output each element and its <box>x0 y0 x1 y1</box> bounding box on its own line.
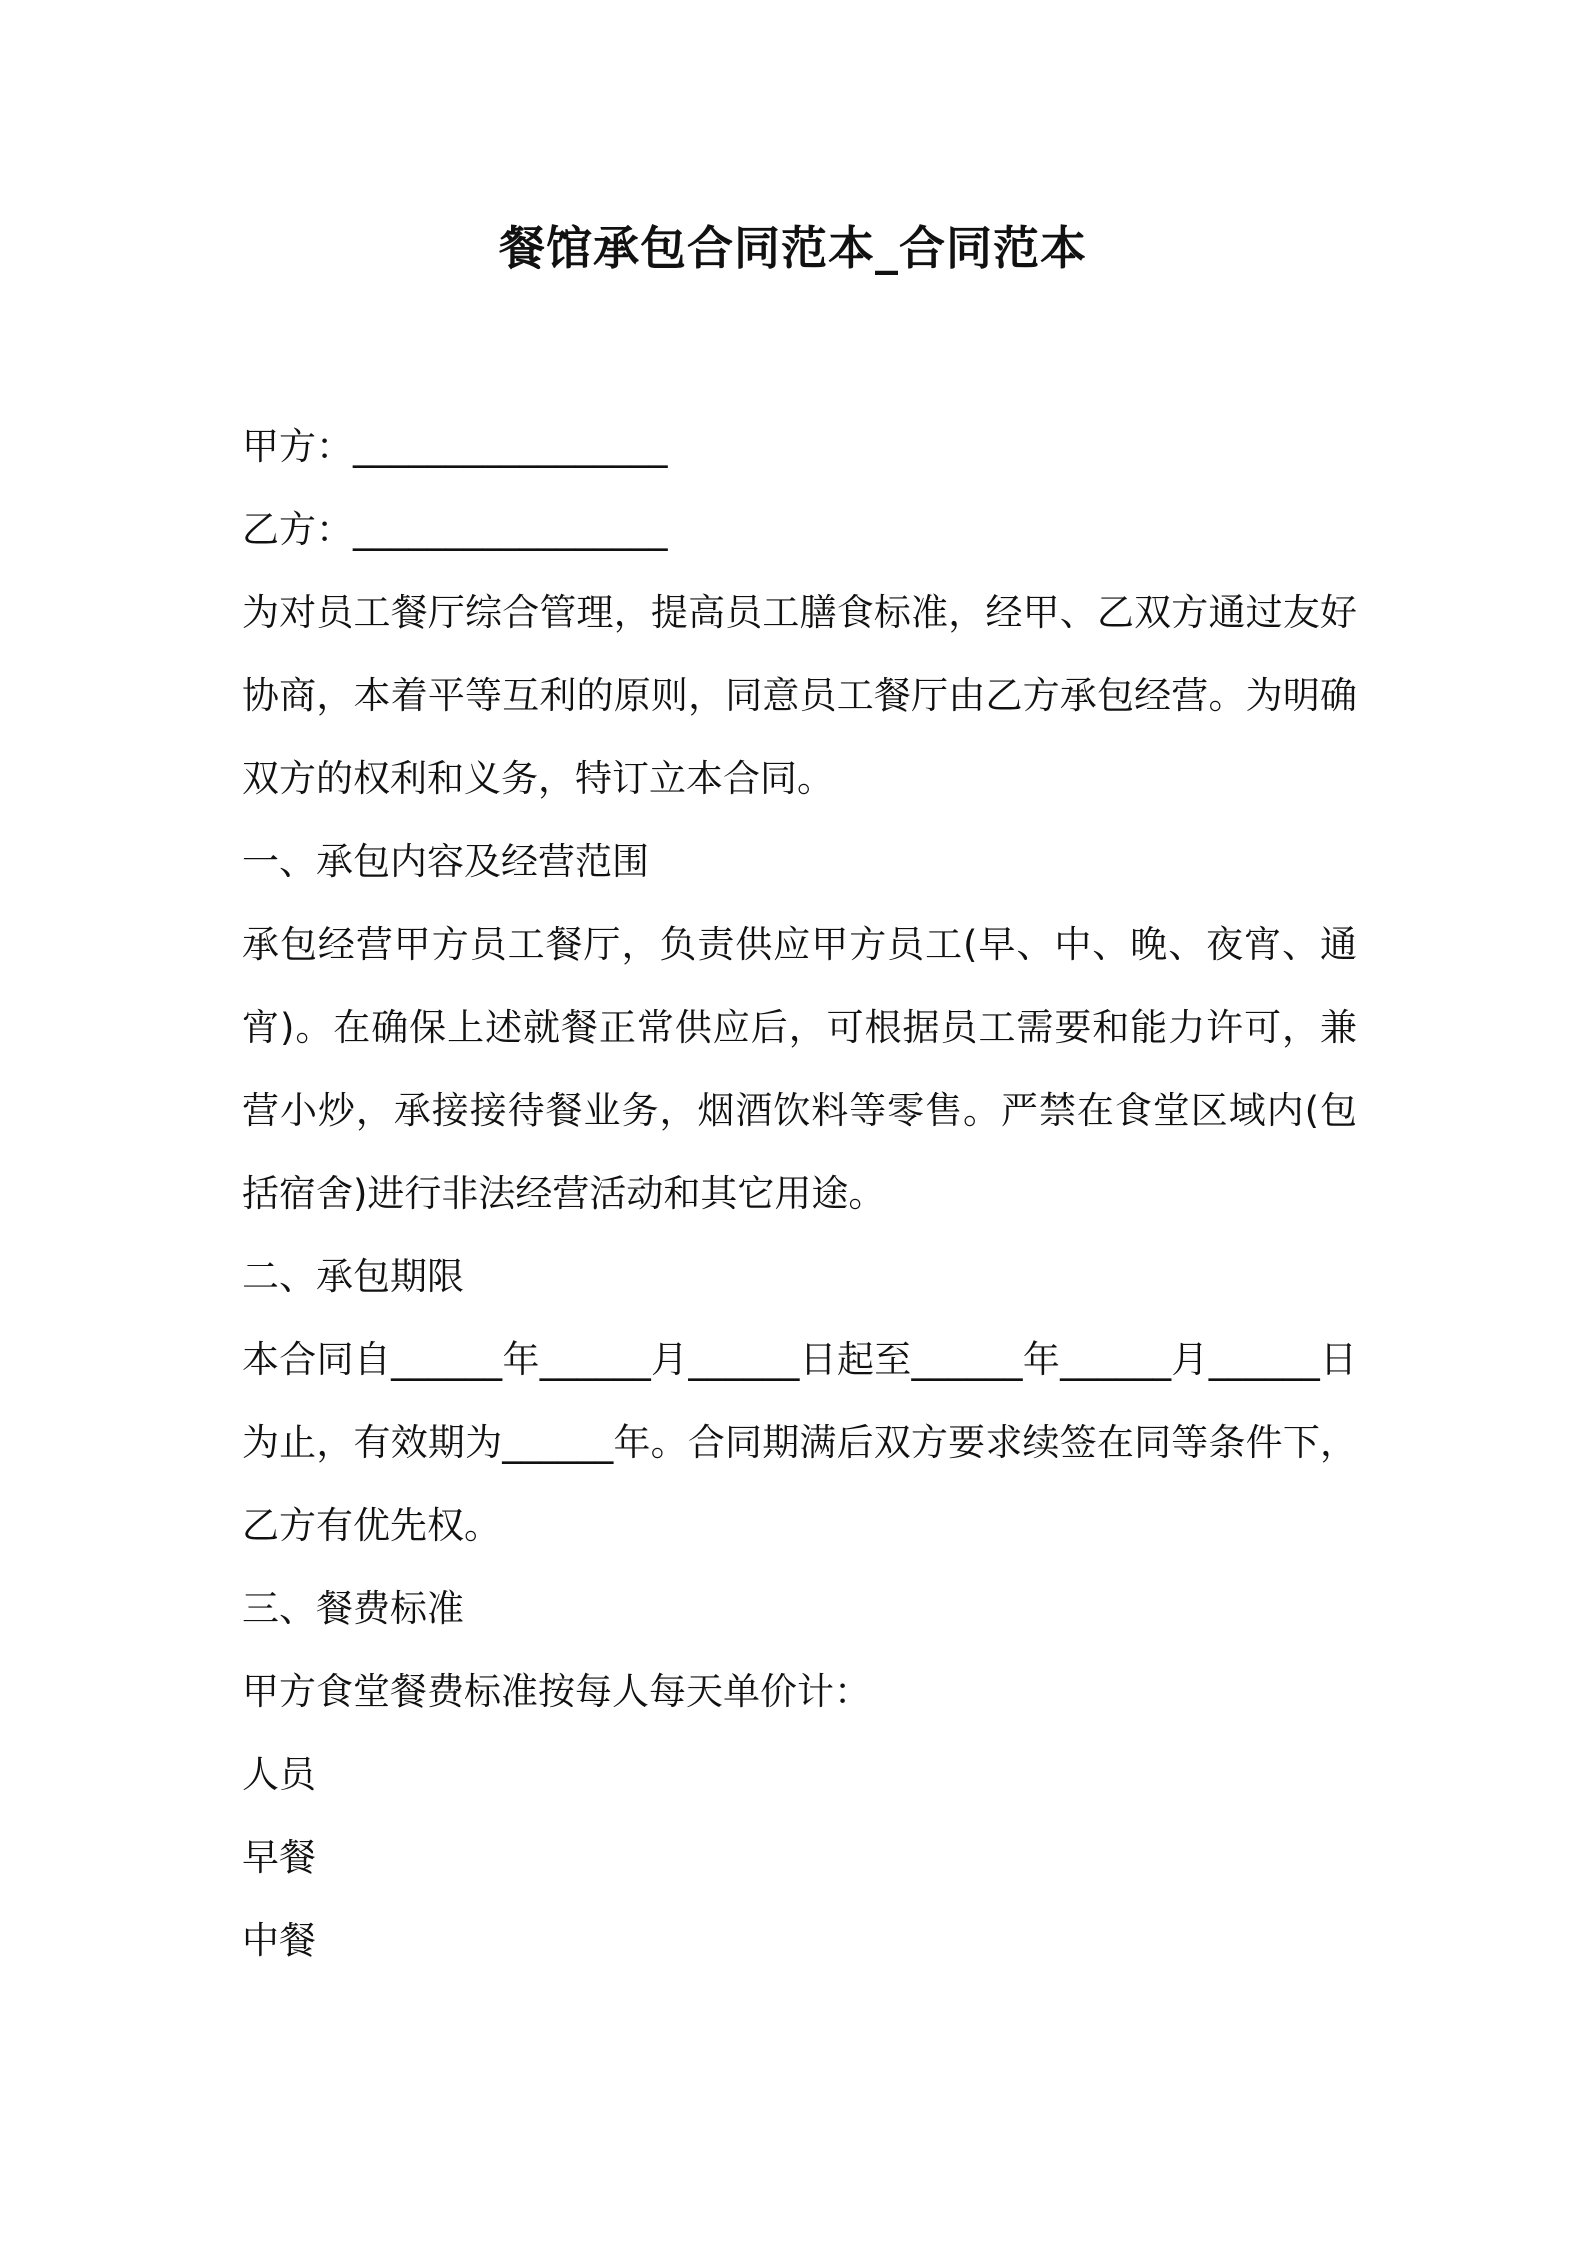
document-body <box>242 405 1357 1982</box>
section-3-heading: 三、餐费标准 <box>242 1587 464 1630</box>
section-1-heading: 一、承包内容及经营范围 <box>242 840 649 883</box>
document-title: 餐馆承包合同范本_合同范本 <box>499 221 1087 275</box>
row-lunch: 中餐 <box>242 1919 316 1962</box>
section-1-paragraph: 承包经营甲方员工餐厅，负责供应甲方员工(早、中、晚、夜宵、通宵)。在确保上述就餐正常供应后，可根据员工需要和能力许可，兼营小炒，承接接待餐业务，烟酒饮料等零售。严禁在食堂区域内(包括宿舍)进行非法经营活动和其它用途。 <box>242 923 1357 1215</box>
section-2-heading: 二、承包期限 <box>242 1255 464 1298</box>
row-personnel: 人员 <box>242 1753 316 1796</box>
intro-paragraph: 为对员工餐厅综合管理，提高员工膳食标准，经甲、乙双方通过友好协商，本着平等互利的原则，同意员工餐厅由乙方承包经营。为明确双方的权利和义务，特订立本合同。 <box>242 591 1357 800</box>
row-breakfast: 早餐 <box>242 1836 316 1879</box>
section-2-paragraph: 本合同自______年______月______日起至______年______月______日为止，有效期为______年。合同期满后双方要求续签在同等条件下，乙方有优先权。 <box>242 1338 1357 1547</box>
party-a-line: 甲方：_________________ <box>242 425 668 468</box>
section-3-paragraph: 甲方食堂餐费标准按每人每天单价计： <box>242 1670 871 1713</box>
party-b-line: 乙方：_________________ <box>242 508 668 551</box>
